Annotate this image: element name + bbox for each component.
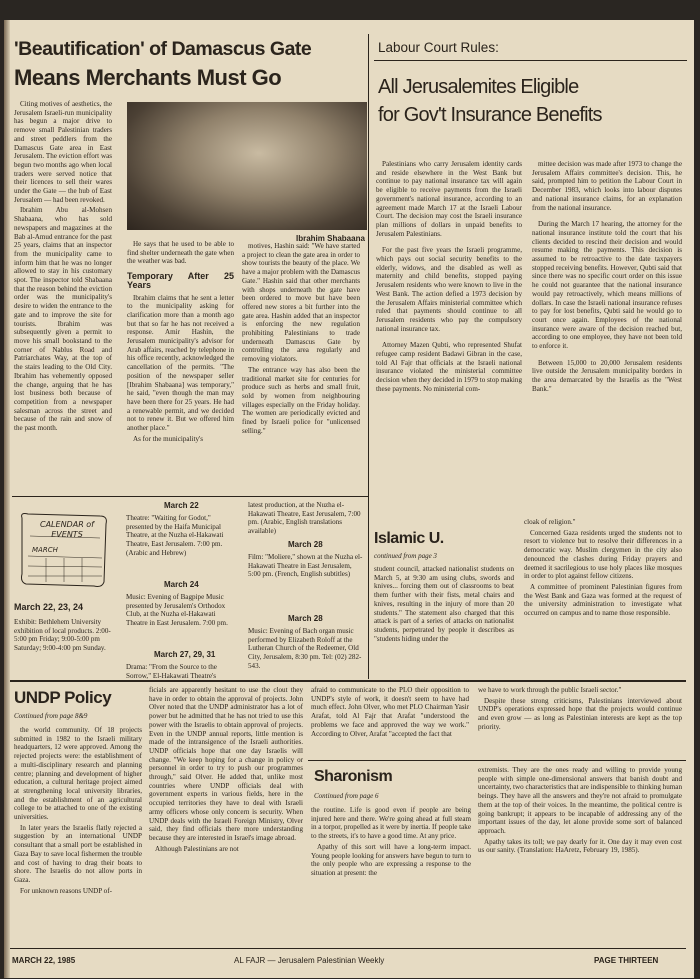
damascus-column-3 (242, 242, 360, 458)
damascus-subhead: Temporary After 25 Years (127, 271, 234, 290)
damascus-paragraph: The entrance way has also been the traditional market site for centuries for produce such as herbs and small fruit, sold by women from neighbouring villages especially on the Friday holiday. The women are periodically evicted and fined by Israeli police for "unlicensed selling." (242, 365, 360, 435)
sharonism-paragraph: Apathy takes its toll; we pay dearly for it. One day it may even cost us our sanity. (Translation: HaAretz, February 19, 1985). (478, 837, 682, 855)
undp-column-3 (311, 686, 469, 758)
islamic-paragraph: cloak of religion." (524, 518, 576, 526)
calendar-event: Drama: "From the Source to the Sorrow," El-Hakawati Theatre's (126, 663, 217, 680)
sharonism-paragraph: the routine. Life is good even if people are being injured here and there. We're going ahead at full steam in a torpor, propelled as it were by inertia. If people take to the streets, it's to have a good time. At any price. (311, 806, 471, 841)
damascus-paragraph: As for the municipality's (133, 434, 204, 443)
calendar-date: March 28 (288, 614, 323, 623)
labour-headline-line2: for Gov't Insurance Benefits (378, 104, 602, 126)
undp-paragraph: the world community. Of 18 projects submitted in 1982 to the Israeli military headquarters, 12 were approved. Among the rejected projects were: the establishment of a multi-disciplinary research and planning centre; planning and development of higher education, a cultural heritage project aimed at strengthening local university libraries, and the establishment of an agricultural college to be attached to one of the existing universities. (14, 726, 142, 822)
calendar-event: Film: "Moliere," shown at the Nuzha el-Hakawati Theatre in East Jerusalem, 5:00 pm. (French, English subtitles) (248, 553, 363, 579)
photo-caption: Ibrahim Shabaana (296, 234, 365, 243)
calendar-sketch (16, 508, 112, 590)
calendar-event: Music: Evening of Bach organ music performed by Elizabeth Roloff at the Lutheran Church of the Redeemer, Old City, Jerusalem, 8:30 pm. Tel: (02) 282-543. (248, 627, 362, 670)
undp-column-4 (478, 686, 682, 750)
section-rule (308, 760, 686, 761)
islamic-column-1 (374, 565, 514, 679)
undp-column-2 (149, 686, 303, 944)
sharonism-headline: Sharonism (314, 768, 393, 785)
undp-paragraph: afraid to communicate to the PLO their opposition to UNDP's style of work, it doesn't seem to have had much effect. John Olver, who met PLO Chairman Yasir Arafat, told Al Fajr that Arafat "understood the problems we face and approved the way we work." According to Olver, Arafat "accepted the fact that (311, 686, 469, 738)
sharonism-continued: Continued from page 6 (314, 792, 379, 800)
labour-paragraph: Between 15,000 to 20,000 Jerusalem residents live outside the Jerusalem municipality borders in the area demarcated by the Israelis as the "West Bank." (532, 358, 682, 393)
labour-kicker: Labour Court Rules: (378, 40, 499, 55)
damascus-paragraph: He says that he used to be able to find shelter underneath the gate when the weather was bad. (127, 240, 234, 266)
islamic-headline: Islamic U. (374, 530, 444, 547)
undp-paragraph: Despite these strong criticisms, Palestinians interviewed about UNDP's operations expressed hope that the projects would continue and even grow — as long as Palestinian interests are kept as the top priority. (478, 696, 682, 731)
undp-paragraph: Although Palestinians are not (155, 844, 239, 853)
section-rule (10, 680, 686, 682)
islamic-continued: continued from page 3 (374, 552, 437, 560)
calendar-event: Music: Evening of Bagpipe Music presented by Jerusalem's Orthodox Club, at the Nuzha el-Hakawati Theatre in East Jerusalem. 7:00 pm. (126, 593, 228, 628)
undp-paragraph: In later years the Israelis flatly rejected a suggestion by an international UNDP consultant that a small port be established in Gaza Bay to save local fishermen the trouble and cost of having to drag their boats to shore. The Israelis do not allow ports in Gaza. (14, 823, 142, 884)
labour-paragraph: During the March 17 hearing, the attorney for the national insurance institute told the court that his clients decided to rescind their decision and would resume making the payments. This decision is assumed to be retroactive to the date taxpayers stopped receiving benefits. However, Qubti said that since there was no specific court order on this issue he could not guarantee that the national insurance would pay retroactively, which means millions of dollars. In case the Israeli national insurance refuses to pay for lost benefits, Qubti said he would go to court once again. Employees of the national insurance were aware of the decision reached but, according to one employee, they have not been told to enforce it. (532, 220, 682, 351)
calendar-event: latest production, at the Nuzha el-Hakawati Theatre, East Jerusalem, 7:00 pm. (Arabic, English translations available) (248, 501, 361, 536)
calendar-event: Theatre: "Waiting for Godot," presented by the Haifa Municipal Theatre, at the Nuzha el-Hakawati Theatre, East Jerusalem. 7:00 pm. (Arabic and Hebrew) (126, 514, 224, 557)
section-rule (12, 496, 368, 497)
labour-paragraph: For the past five years the Israeli programme, which pays out social security benefits to the elderly, widows, and the disabled as well as maternity and child benefits, stopped paying Jerusalem residents who were known to live in the West Bank. The action defied a 1973 decision by the Jerusalem Affairs ministerial committee which ruled that payments should continue to all Jerusalem residents who pay the compulsory national insurance tax. (376, 246, 522, 333)
column-divider (368, 521, 369, 679)
footer-rule (10, 948, 686, 949)
damascus-paragraph: Ibrahim claims that he sent a letter to the municipality asking for clarification more than a month ago but that so far he has not received a response. Amir Hashin, the Jerusalem municipality's advisor for Arab affairs, reached by telephone in his office recently, acknowledged the cancellation of the permits. "The position of the newspaper seller [Ibrahim Shabaana] was temporary," he said, "even though the man may have been there for 25 years. He had a renewable permit, and we decided not to renew it. But we offered him another place." (127, 293, 234, 433)
sharonism-column-1 (311, 806, 471, 944)
labour-paragraph: Attorney Mazen Qubti, who represented Shufat refugee camp resident Badawi Gibran in the case, told Al Fajr that officials at the Israeli national insurance violated the ministerial committee decision when they decided in 1979 to stop making these payments. No ministerial com- (376, 341, 522, 393)
labour-column-2 (532, 160, 682, 518)
sharonism-paragraph: extremists. They are the ones ready and willing to provide young people with simple one-dimensional answers that banish doubt and uncertainty, two characteristics that are indispensible to thinking human beings. They have all the answers and they're not afraid to promulgate them at the top of their voices. In the meantime, the political centre is going bankrupt; it appears to be incapable of addressing any of the important issues of the day, let alone provide some sort of balanced approach. (478, 766, 682, 835)
damascus-headline-line2: Means Merchants Must Go (14, 65, 282, 90)
damascus-paragraph: motives, Hashin said: "We have started a project to clean the gate area in order to show tourists the beauty of the place. We have a major problem with the Damascus Gate." Hashin said that other merchants with shops underneath the gate have been ordered to move but have been offered new stores a bit further into the gate area. Hashin added that an inspector is enforcing the new regulation prohibiting Palestinians to trade underneath Damascus Gate by controlling the area regularly and removing violators. (242, 242, 360, 364)
footer-publication: AL FAJR — Jerusalem Palestinian Weekly (234, 956, 385, 965)
damascus-column-2 (127, 240, 234, 458)
labour-headline-line1: All Jerusalemites Eligible (378, 76, 579, 98)
calendar-date: March 27, 29, 31 (154, 650, 216, 659)
islamic-paragraph: Concerned Gaza residents urged the students not to resort to violence but to resolve their differences in a democratic way. Muslim clergymen in the city also denounced the clashes during Friday prayers and deemed it sacrilegious to use holy places like mosques in order to plot against fellow citizens. (524, 528, 682, 581)
undp-paragraph: ficials are apparently hesitant to use the clout they have in order to obtain the approval of projects. John Olver noted that the UNDP administrator has a lot of power but he admitted that he has not tried to use this power with the Israelis to obtain approval of projects. Even in the UNDP annual reports, little mention is made of the intransigence of the Israeli authorities. UNDP officials hope that one day Israelis will change. "We keep hoping for a change in policy or personnel in order to try to push our programmes through," said Olver. He added that, unlike most countries where UNDP officials deal with government experts in various fields, here in the occupied territories they have to deal with Israeli army officers whose only concern is security. When UNDP deals with the Israeli Foreign Ministry, Olver said, they find officials there more understanding because they are interested in Israel's image abroad. (149, 686, 303, 842)
labour-paragraph: mittee decision was made after 1973 to change the Jerusalem Affairs committee's decision. This, he said, prompted him to petition the Labour Court in December 1983, which looks into labour disputes and national insurance claims, for an explanation from the national insurance. (532, 160, 682, 212)
newspaper-page (4, 20, 694, 978)
damascus-paragraph: Ibrahim Abu al-Mohsen Shabaana, who has sold newspapers and magazines at the Bab al-Amud entrance for the past 25 years, claims that an inspector from the municipality came to inform him that he was no longer allowed to stay in his customary spot. The inspector told Shabaana that the reason behind the eviction order was the municipality's desire to widen the entrance to the gate and to improve the site for tourists. Ibrahim was subsequently given a permit to move his small bookstand to the corner of Nablus Road and Patriarchates Way, at the top of the stairs leading to the Old City. Ibrahim has vehemently opposed the change, arguing that he has lost business both because of competition from a newspaper salesman across the street and because of the rain and snow of the past month. (14, 206, 112, 433)
footer-page-number: PAGE THIRTEEN (594, 956, 659, 965)
islamic-paragraph: student council, attacked nationalist students on March 5, at 9:30 am using clubs, swords and knives... forcing them out of classrooms to beat them further with their fists, metal chairs and knives, resulting in the injury of more than 20 students." The statement also charged that this attack is part of a series of attacks on nationalist students, perpetrated by people it describes as "students hiding under the (374, 565, 514, 643)
damascus-headline-line1: 'Beautification' of Damascus Gate (14, 38, 312, 60)
islamic-paragraph: A committee of prominent Palestinian figures from the West Bank and Gaza was formed at the request of the university administration to investigate what occurred on campus and to name those responsible. (524, 582, 682, 618)
photo-ibrahim-shabaana (127, 102, 367, 230)
calendar-date: March 22 (164, 501, 199, 510)
labour-kicker-box (374, 34, 687, 61)
binding-edge (4, 20, 10, 978)
undp-headline: UNDP Policy (14, 688, 112, 707)
sharonism-column-2 (478, 766, 682, 944)
damascus-column-1 (14, 100, 112, 458)
sharonism-paragraph: Apathy of this sort will have a long-term impact. Young people looking for answers have begun to turn to the only people who are expressing a response to the situation at present: the (311, 842, 471, 877)
calendar-exhibit: Exhibit: Bethlehem University exhibition of local products. 2:00-5:00 pm Friday; 9:00-5:00 pm Saturday; 9:00-4:00 pm Sunday. (14, 618, 111, 653)
calendar-dates-label: March 22, 23, 24 (14, 602, 84, 612)
calendar-date: March 28 (288, 540, 323, 549)
calendar-sketch-title: CALENDAR of EVENTS (40, 520, 94, 539)
undp-column-1 (14, 726, 142, 944)
calendar-sketch-month: MARCH (32, 546, 58, 554)
labour-paragraph: Palestinians who carry Jerusalem identity cards and reside elsewhere in the West Bank but continue to pay national insurance tax will again be eligible to receive payments from the Israeli government's national insurance, according to an agreement made March 17 at the Israeli Labour Court. The decision may cost the Israeli insurance plan millions of dollars in unpaid benefits to Jerusalem Palestinians. (376, 160, 522, 238)
damascus-paragraph: Citing motives of aesthetics, the Jerusalem Israeli-run municipality has begun a major drive to remove small Palestinian traders and street peddlers from the Damascus Gate area in East Jerusalem. The eviction effort was begun two months ago when local traders were served notice that their licences to sell their wares under the Gate — the hub of East Jerusalem — had been revoked. (14, 100, 112, 204)
undp-continued: Continued from page 8&9 (14, 712, 88, 720)
undp-paragraph: we have to work through the public Israeli sector." (478, 686, 622, 694)
calendar-date: March 24 (164, 580, 199, 589)
islamic-column-2 (524, 518, 682, 680)
footer-date: MARCH 22, 1985 (12, 956, 76, 965)
undp-paragraph: For unknown reasons UNDP of- (20, 886, 112, 895)
labour-column-1 (376, 160, 522, 518)
column-divider (368, 34, 369, 521)
